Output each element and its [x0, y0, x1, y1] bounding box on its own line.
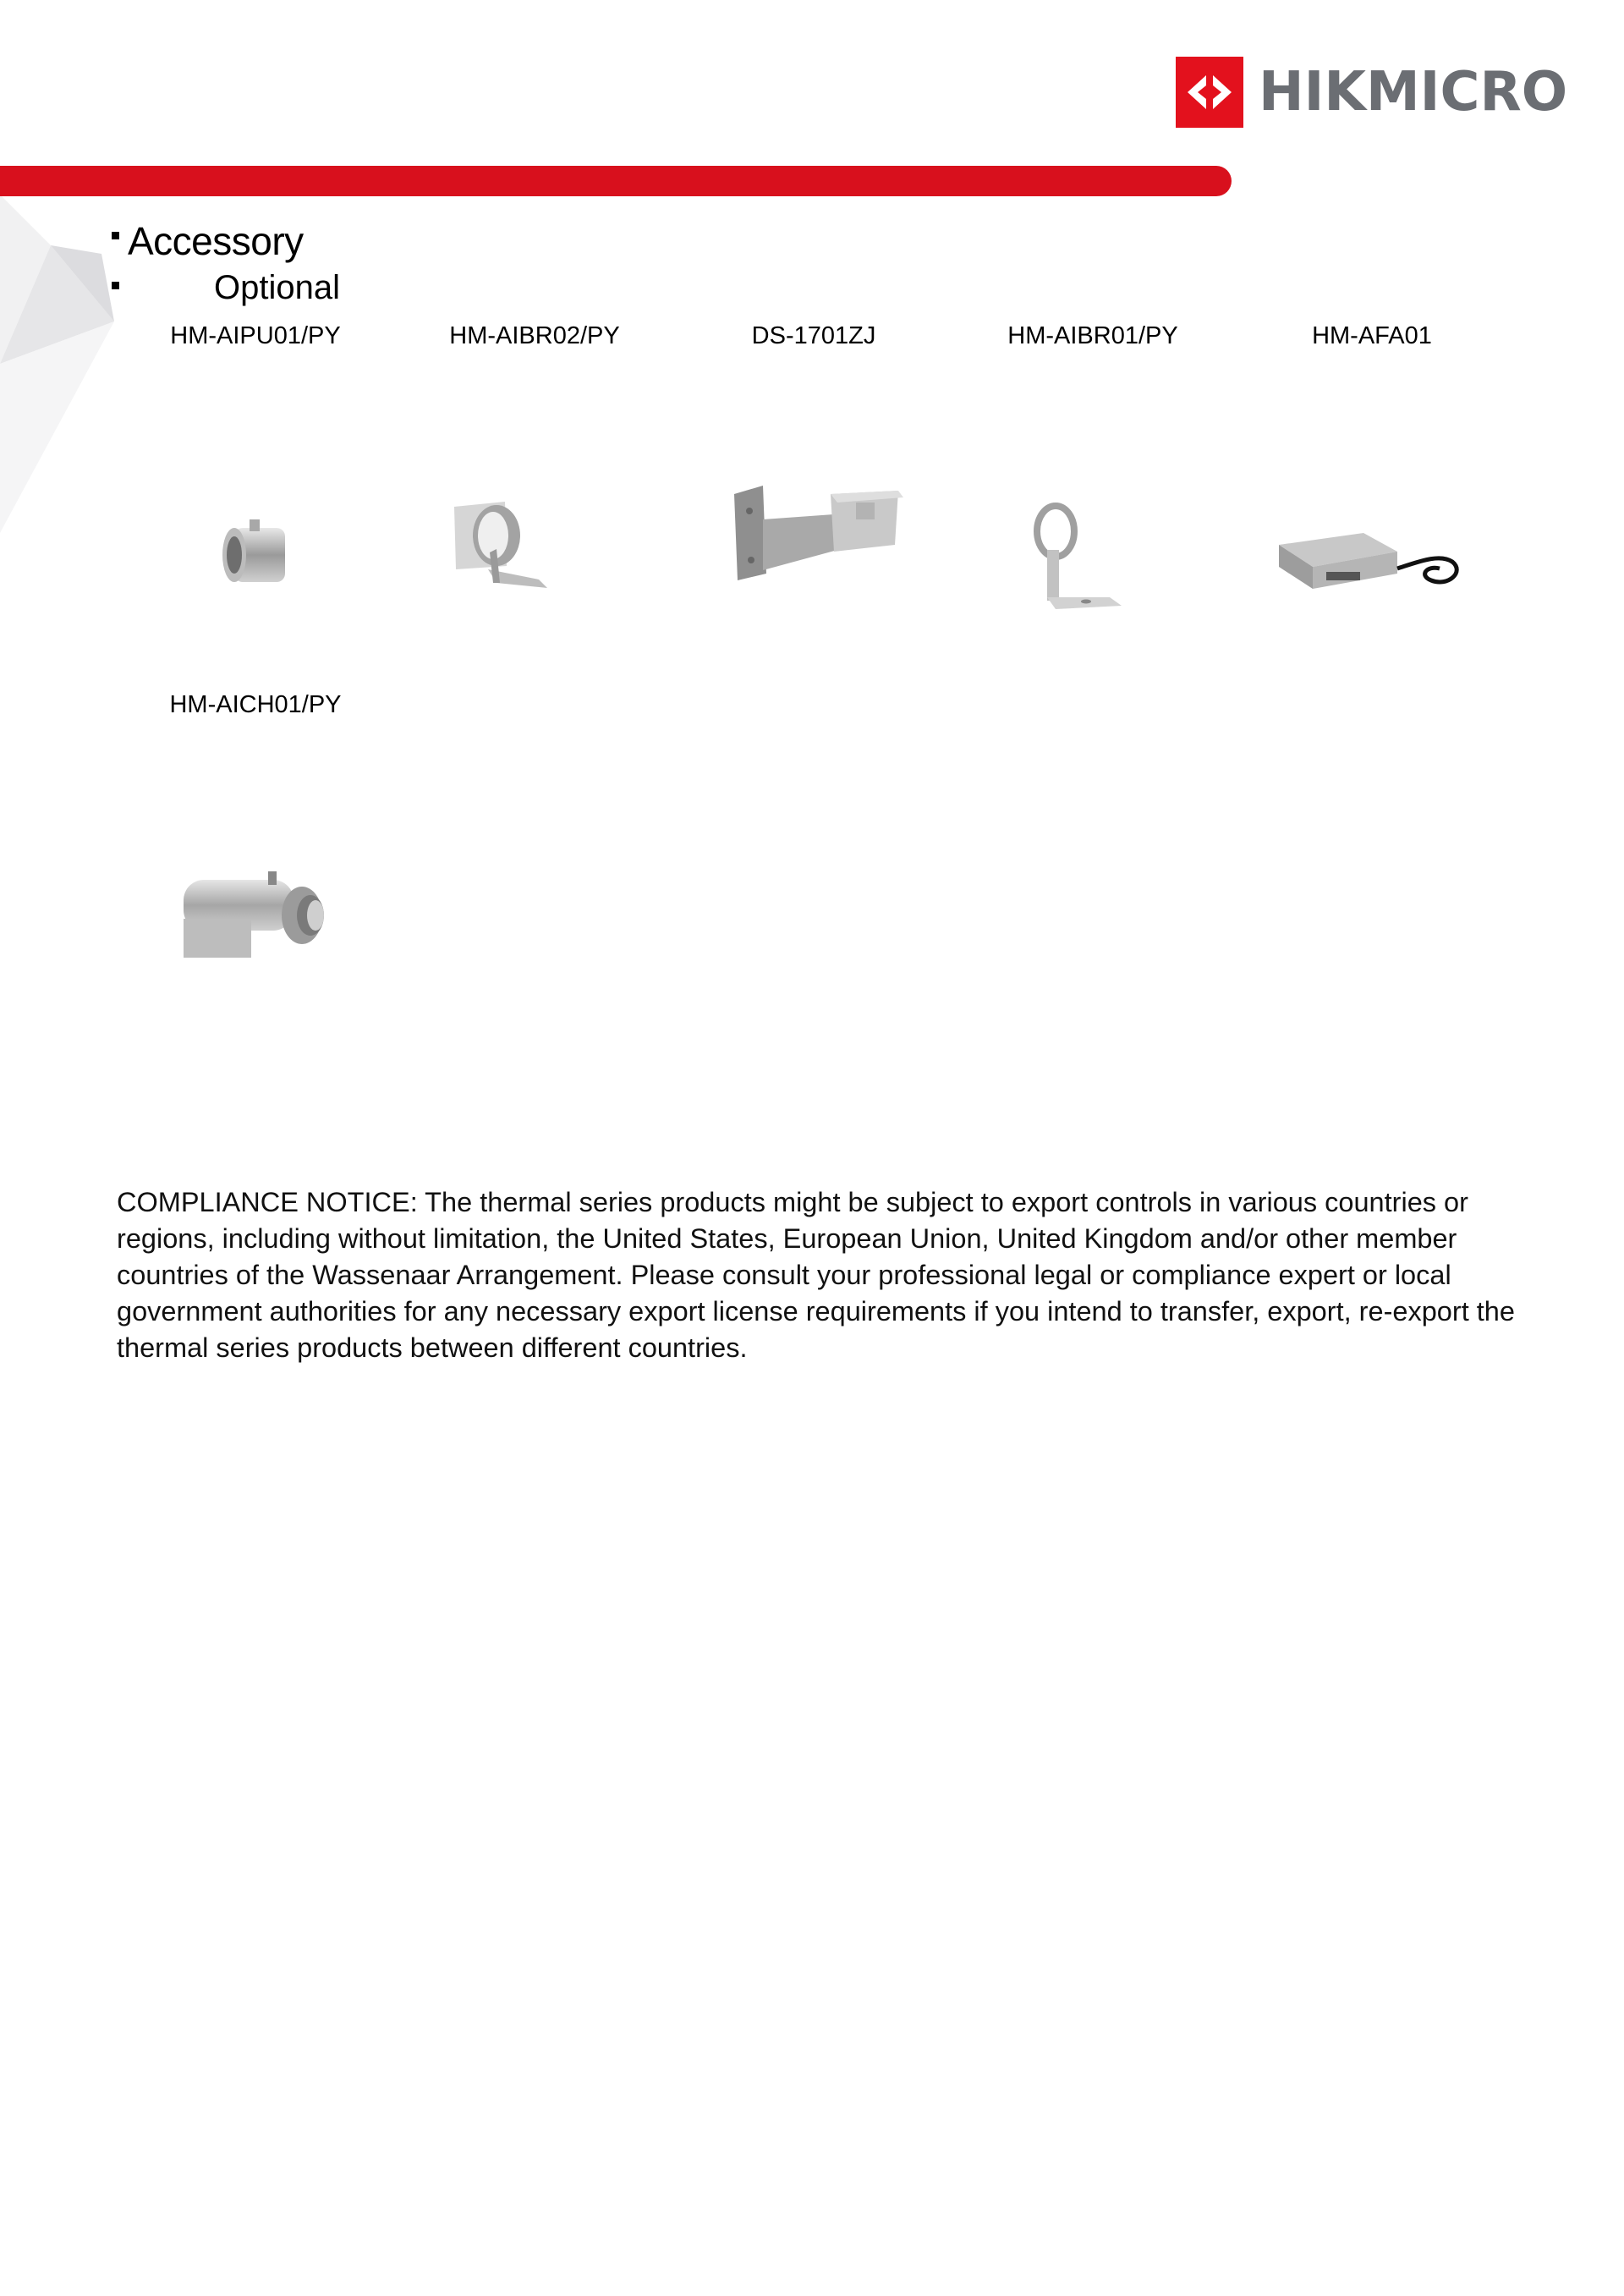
- bullet-icon: [112, 232, 119, 239]
- accessory-model: HM-AIBR01/PY: [1007, 322, 1178, 349]
- subsection-title: Optional: [214, 269, 340, 306]
- accessory-item: [395, 321, 674, 600]
- accessory-model: HM-AFA01: [1312, 322, 1432, 349]
- accessory-item: [1232, 321, 1512, 604]
- bracket-mount-icon: [446, 498, 556, 600]
- brand-name: HIKMICRO: [1259, 61, 1568, 124]
- pipe-mount-icon: [209, 511, 302, 596]
- accessory-item: [116, 321, 395, 596]
- accessory-model: HM-AIPU01/PY: [170, 322, 341, 349]
- header-red-band: [0, 166, 1232, 196]
- wall-mount-bracket-icon: [729, 486, 907, 587]
- cooling-housing-icon: [175, 871, 336, 964]
- bullet-icon: [112, 282, 119, 289]
- accessory-item: [674, 321, 953, 587]
- hikmicro-logo-icon: [1176, 57, 1243, 128]
- power-adapter-icon: [1270, 528, 1473, 604]
- ring-bracket-icon: [1025, 503, 1127, 612]
- section-title: Accessory: [128, 219, 304, 263]
- accessory-model: HM-AICH01/PY: [169, 691, 342, 718]
- accessory-model: HM-AIBR02/PY: [449, 322, 620, 349]
- accessory-item: [953, 321, 1232, 612]
- accessory-item: [116, 690, 395, 964]
- compliance-notice: COMPLIANCE NOTICE: The thermal series products might be subject to export controls in various countries or regions, including without limitation, the United States, European Union, United Kingdom and/or other member countries of the Wassenaar Arrangement. Please consult your professional legal or compliance expert or local government authorities for any necessary export license requirements if you intend to transfer, export, re-export the thermal series products between different countries.: [117, 1187, 1515, 1363]
- accessory-model: DS-1701ZJ: [751, 322, 876, 349]
- brand-logo: [1176, 56, 1567, 129]
- decorative-facet-graphic: [0, 195, 118, 533]
- section-heading: [112, 218, 304, 264]
- subsection-heading: [112, 269, 340, 307]
